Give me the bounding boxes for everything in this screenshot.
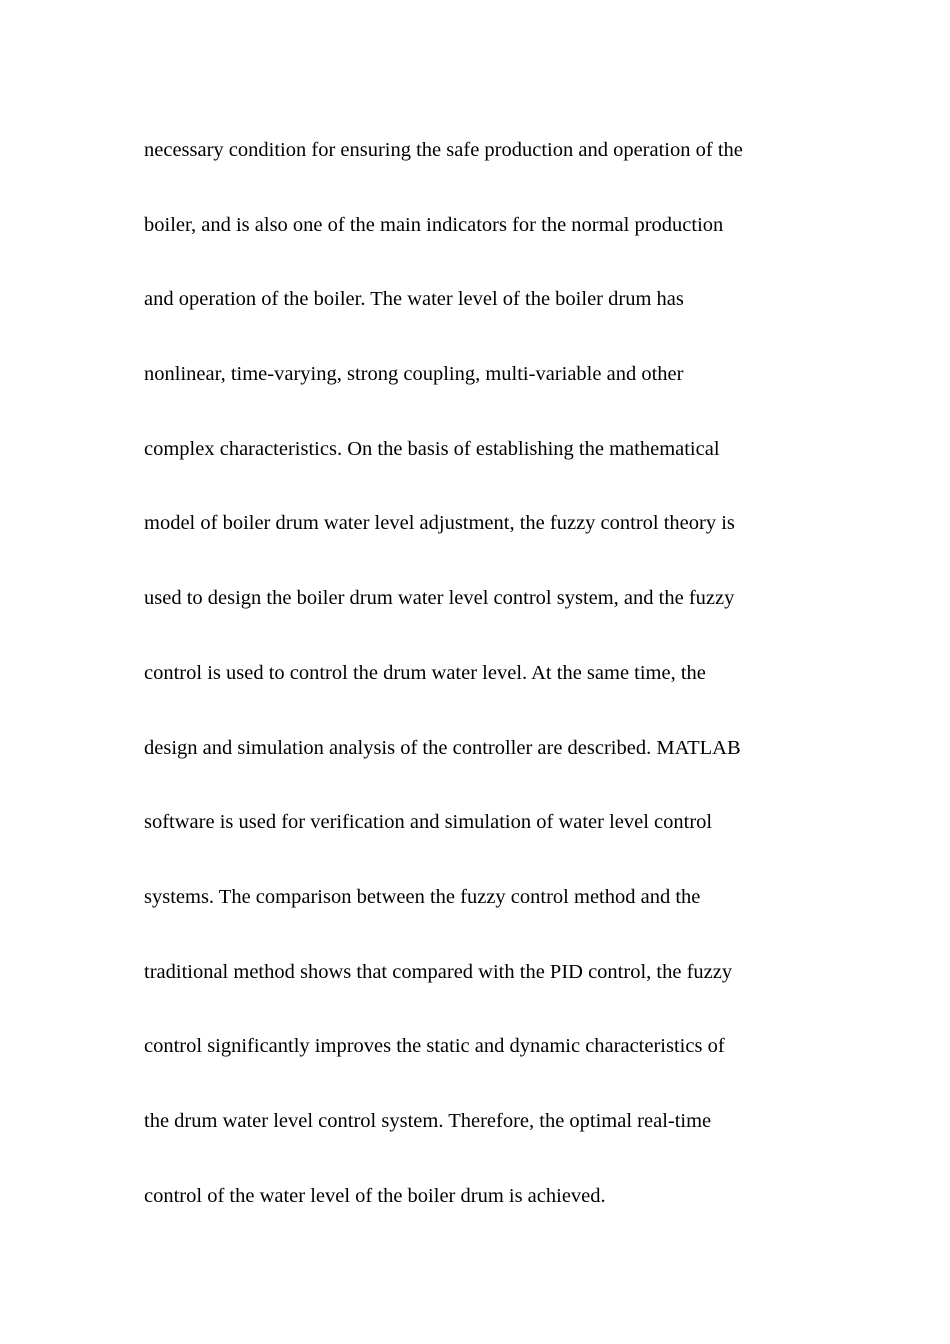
text-line: nonlinear, time-varying, strong coupling, multi-variable and other	[144, 363, 684, 386]
text-line: control is used to control the drum water level. At the same time, the	[144, 661, 706, 684]
abstract-paragraph	[144, 130, 824, 1250]
text-line: traditional method shows that compared with the PID control, the fuzzy	[144, 960, 733, 983]
text-line: control significantly improves the static and dynamic characteristics of	[144, 1035, 725, 1058]
text-line: necessary condition for ensuring the safe production and operation of the	[144, 139, 743, 161]
text-line: the drum water level control system. Therefore, the optimal real-time	[144, 1109, 712, 1132]
text-line: systems. The comparison between the fuzzy control method and the	[144, 885, 701, 908]
text-line: complex characteristics. On the basis of establishing the mathematical	[144, 437, 720, 460]
text-line: design and simulation analysis of the controller are described. MATLAB	[144, 736, 741, 759]
text-line: model of boiler drum water level adjustment, the fuzzy control theory is	[144, 512, 735, 535]
text-line: software is used for verification and simulation of water level control	[144, 811, 713, 834]
text-line: and operation of the boiler. The water level of the boiler drum has	[144, 288, 684, 311]
text-line: used to design the boiler drum water level control system, and the fuzzy	[144, 587, 735, 610]
text-line: boiler, and is also one of the main indicators for the normal production	[144, 213, 724, 236]
text-line: control of the water level of the boiler drum is achieved.	[144, 1184, 606, 1207]
